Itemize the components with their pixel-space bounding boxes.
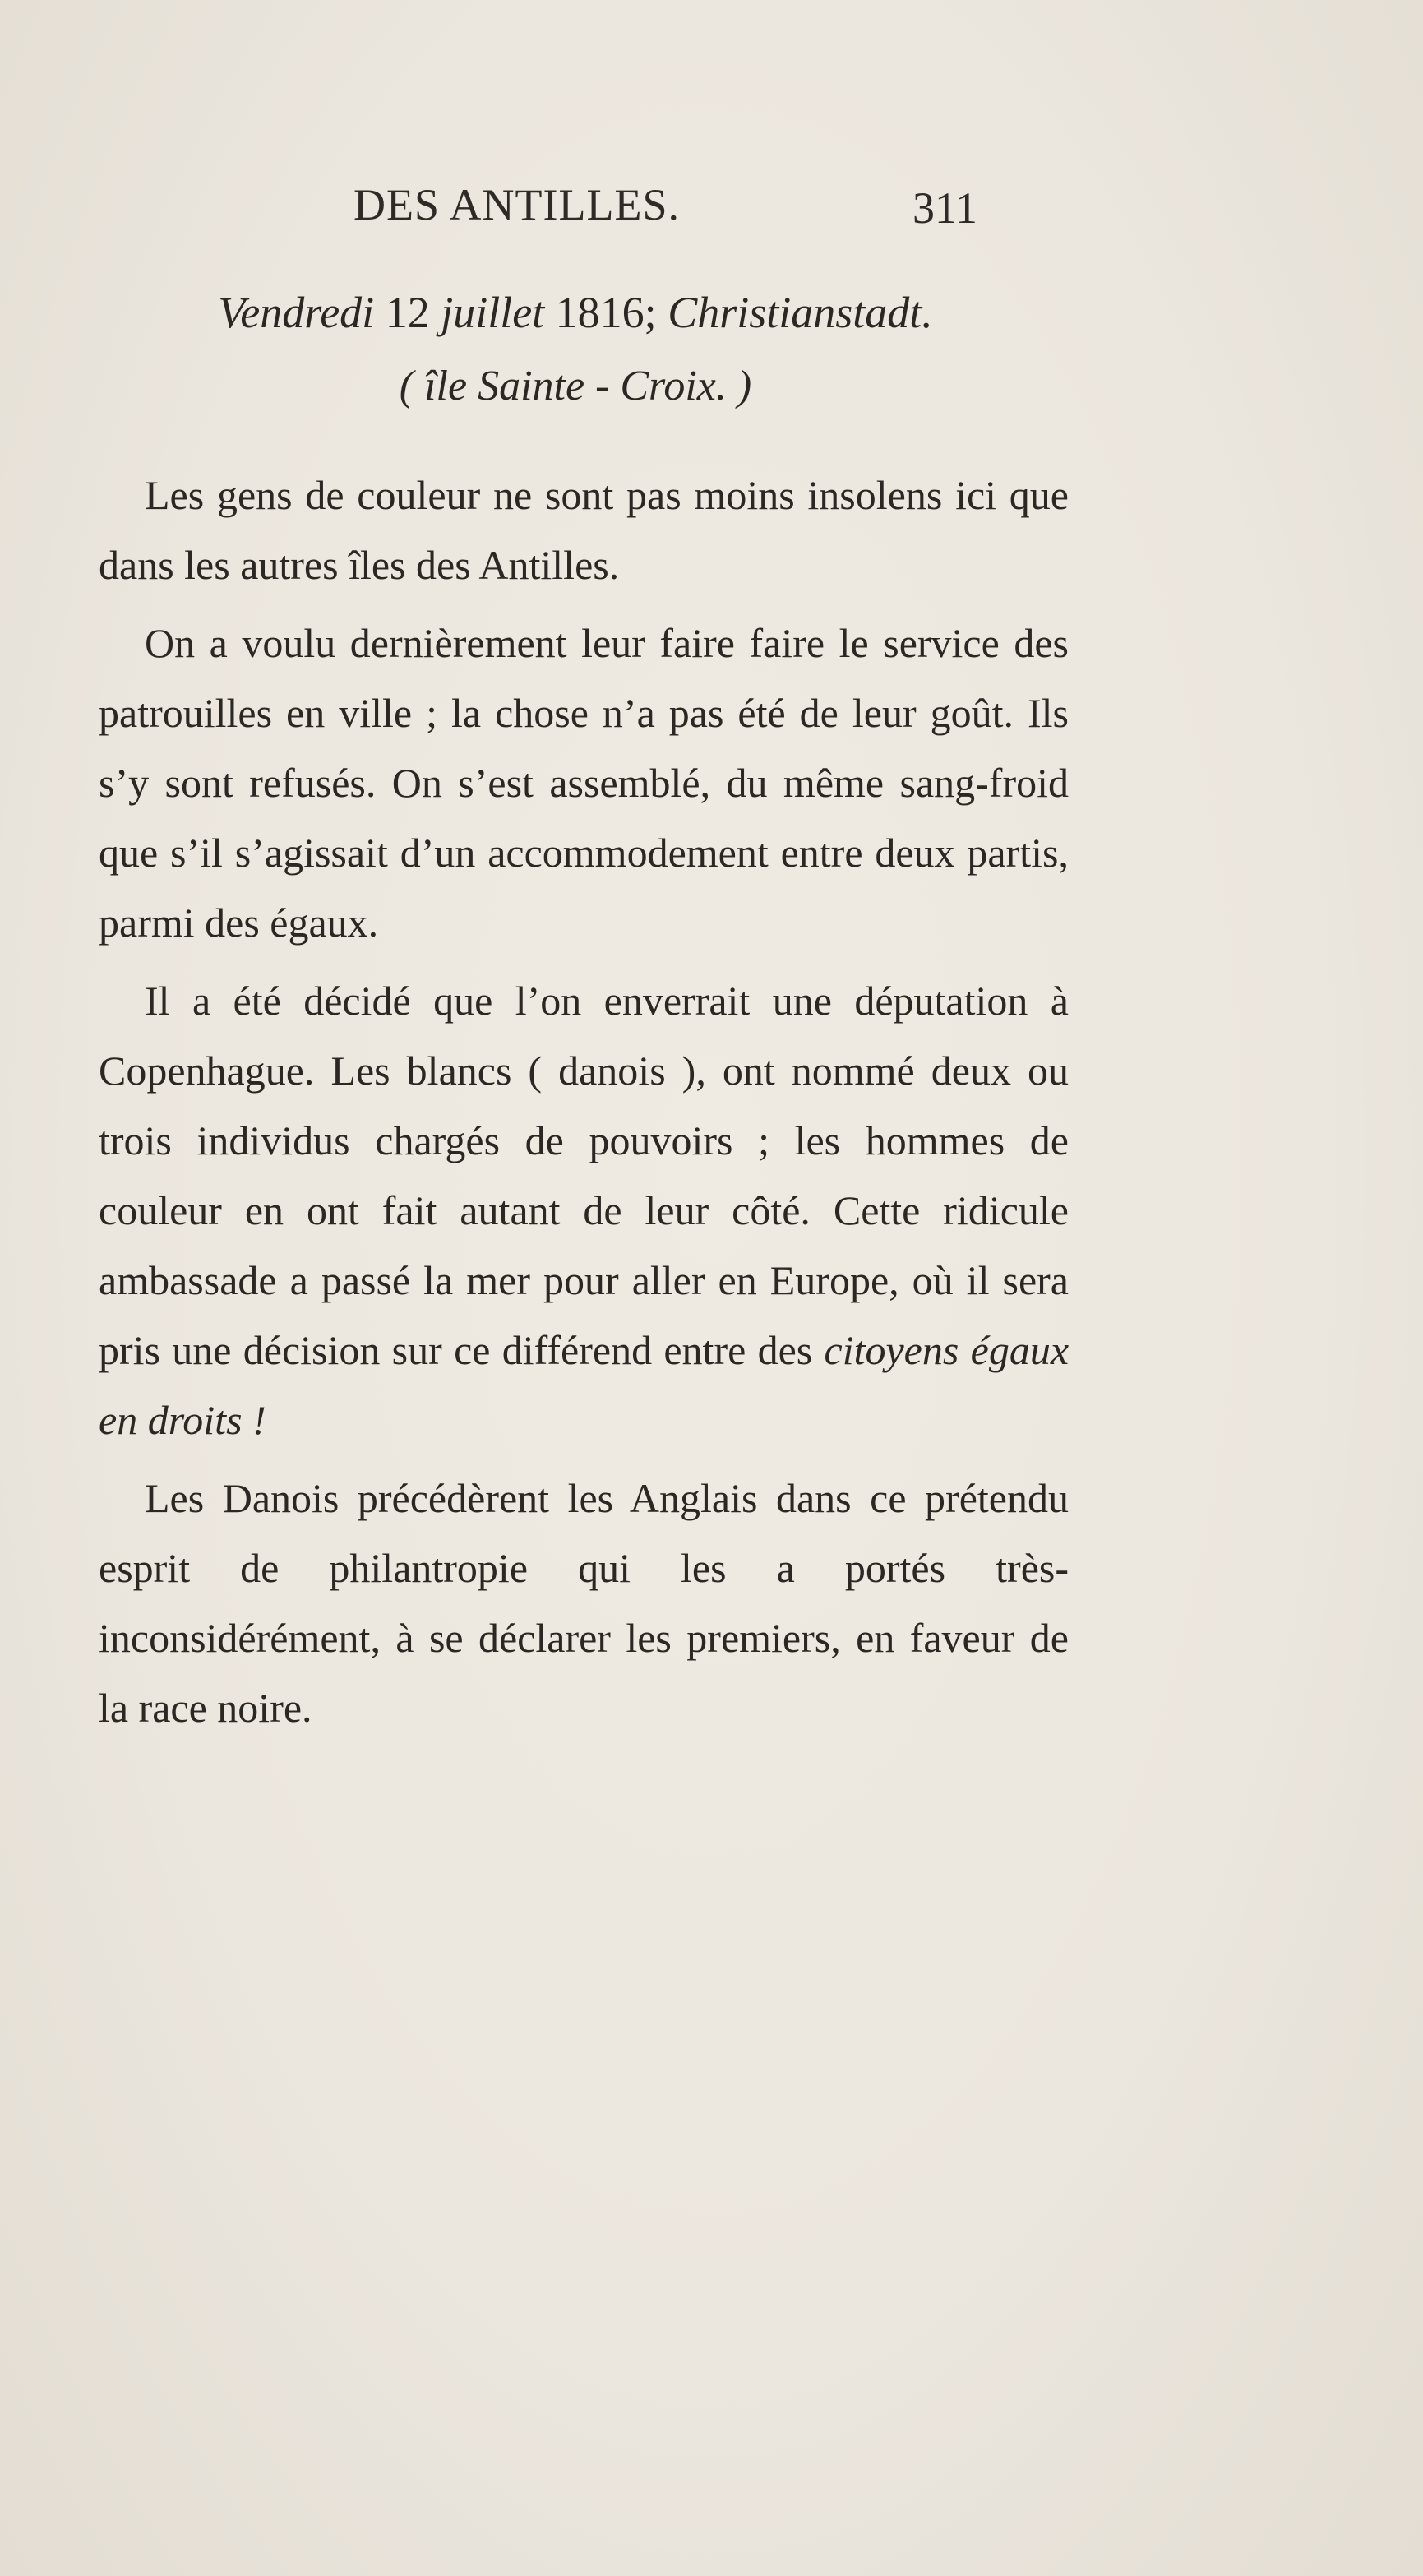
- dateline-year: 1816: [555, 288, 645, 337]
- dateline-subtitle: ( île Sainte - Croix. ): [399, 363, 752, 409]
- running-title: DES ANTILLES.: [353, 180, 680, 229]
- dateline: [99, 280, 1052, 345]
- dateline-day: Vendredi: [218, 288, 375, 337]
- running-head: [0, 179, 1423, 237]
- dateline-date-number: 12: [385, 288, 430, 337]
- dateline-month: juillet: [441, 288, 545, 337]
- paragraph-3: [99, 966, 1069, 1455]
- paragraph-1: Les gens de couleur ne sont pas moins insolens ici que dans les autres îles des Antilles.: [99, 472, 1069, 588]
- paragraph-4: Les Danois précédèrent les Anglais dans ce prétendu esprit de philantropie qui les a portés très-inconsidérément, à se déclarer les premiers, en faveur de la race noire.: [99, 1475, 1069, 1731]
- body-text: [99, 460, 1069, 1743]
- paragraph-3-text: Il a été décidé que l’on enverrait une députation à Copenhague. Les blancs ( danois ), ont nommé deux ou trois individus chargés de pouvoirs ; les hommes de couleur en ont fait autant de leur côté. Cette ridicule ambassade a passé la mer pour aller en Europe, où il sera pris une décision sur ce différend entre des: [99, 978, 1069, 1373]
- dateline-separator: ;: [644, 288, 657, 337]
- paragraph-2: On a voulu dernièrement leur faire faire le service des patrouilles en ville ; la chose n’a pas été de leur goût. Ils s’y sont refusés. On s’est assemblé, du même sang-froid que s’il s’agissait d’un accommodement entre deux partis, parmi des égaux.: [99, 620, 1069, 946]
- page-number: 311: [912, 183, 977, 233]
- dateline-place: Christianstadt.: [668, 288, 933, 337]
- paragraph-3-emphasis: citoyens égaux en droits !: [99, 1327, 1070, 1443]
